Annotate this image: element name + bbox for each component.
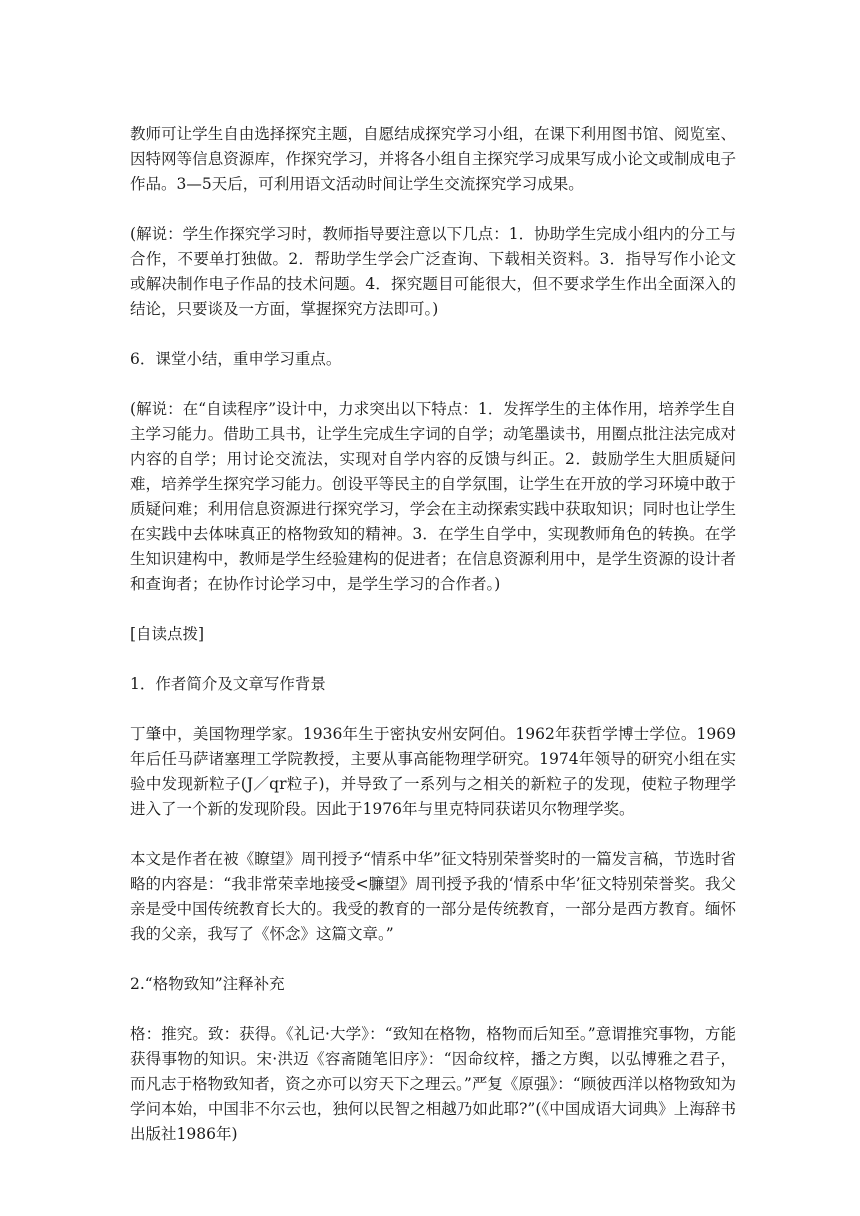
paragraph-inquiry-task: 教师可让学生自由选择探究主题，自愿结成探究学习小组，在课下利用图书馆、阅览室、因特网等信息资源库，作探究学习，并将各小组自主探究学习成果写成小论文或制成电子作品。3—5天后，可利用语文活动时间让学生交流探究学习成果。 — [130, 125, 736, 193]
paragraph-design-notes: (解说：在“自读程序”设计中，力求突出以下特点：1．发挥学生的主体作用，培养学生自主学习能力。借助工具书，让学生完成生字词的自学；动笔墨读书，用圈点批注法完成对内容的自学；用讨论交流法，实现对自学内容的反馈与纠正。2．鼓励学生大胆质疑问难，培养学生探究学习能力。创设平等民主的自学氛围，让学生在开放的学习环境中敢于质疑问难；利用信息资源进行探究学习，学会在主动探索实践中获取知识；同时也让学生在实践中去体味真正的格物致知的精神。3．在学生自学中，实现教师角色的转换。在学生知识建构中，教师是学生经验建构的促进者；在信息资源利用中，是学生资源的设计者和查询者；在协作讨论学习中，是学生学习的合作者。) — [130, 400, 736, 593]
document-body — [130, 122, 736, 1147]
paragraph-gewu-definition: 格：推究。致：获得。《礼记·大学》：“致知在格物，格物而后知至。”意谓推究事物，方能获得事物的知识。宋·洪迈《容斋随笔旧序》：“因命纹梓，播之方舆，以弘博雅之君子，而凡志于格物致知者，资之亦可以穷天下之理云。”严复《原强》：“顾彼西洋以格物致知为学问本始，中国非不尔云也，独何以民智之相越乃如此耶?”(《中国成语大词典》上海辞书出版社1986年) — [130, 1025, 736, 1143]
paragraph-speech-background: 本文是作者在被《瞭望》周刊授予“情系中华”征文特别荣誉奖时的一篇发言稿，节选时省略的内容是：“我非常荣幸地接受<臁望》周刊授予我的‘情系中华’征文特别荣誉奖。我父亲是受中国传统教育长大的。我受的教育的一部分是传统教育，一部分是西方教育。缅怀我的父亲，我写了《怀念》这篇文章。” — [130, 850, 736, 943]
paragraph-inquiry-notes: (解说：学生作探究学习时，教师指导要注意以下几点：1．协助学生完成小组内的分工与合作，不要单打独做。2．帮助学生学会广泛查询、下载相关资料。3．指导写作小论文或解决制作电子作品的技术问题。4．探究题目可能很大，但不要求学生作出全面深入的结论，只要谈及一方面，掌握探究方法即可。) — [130, 225, 736, 318]
section-heading-self-reading: [自读点拨] — [130, 625, 205, 643]
subheading-author-background: 1．作者简介及文章写作背景 — [130, 675, 326, 693]
paragraph-class-summary: 6．课堂小结，重申学习重点。 — [130, 350, 342, 368]
paragraph-author-bio: 丁肇中，美国物理学家。1936年生于密执安州安阿伯。1962年获哲学博士学位。1969年后任马萨诸塞理工学院教授，主要从事高能物理学研究。1974年领导的研究小组在实验中发现新粒子(J／qr粒子)，并导致了一系列与之相关的新粒子的发现，使粒子物理学进入了一个新的发现阶段。因此于1976年与里克特同获诺贝尔物理学奖。 — [130, 725, 736, 818]
subheading-gewu-zhizhi: 2.“格物致知”注释补充 — [130, 975, 285, 993]
